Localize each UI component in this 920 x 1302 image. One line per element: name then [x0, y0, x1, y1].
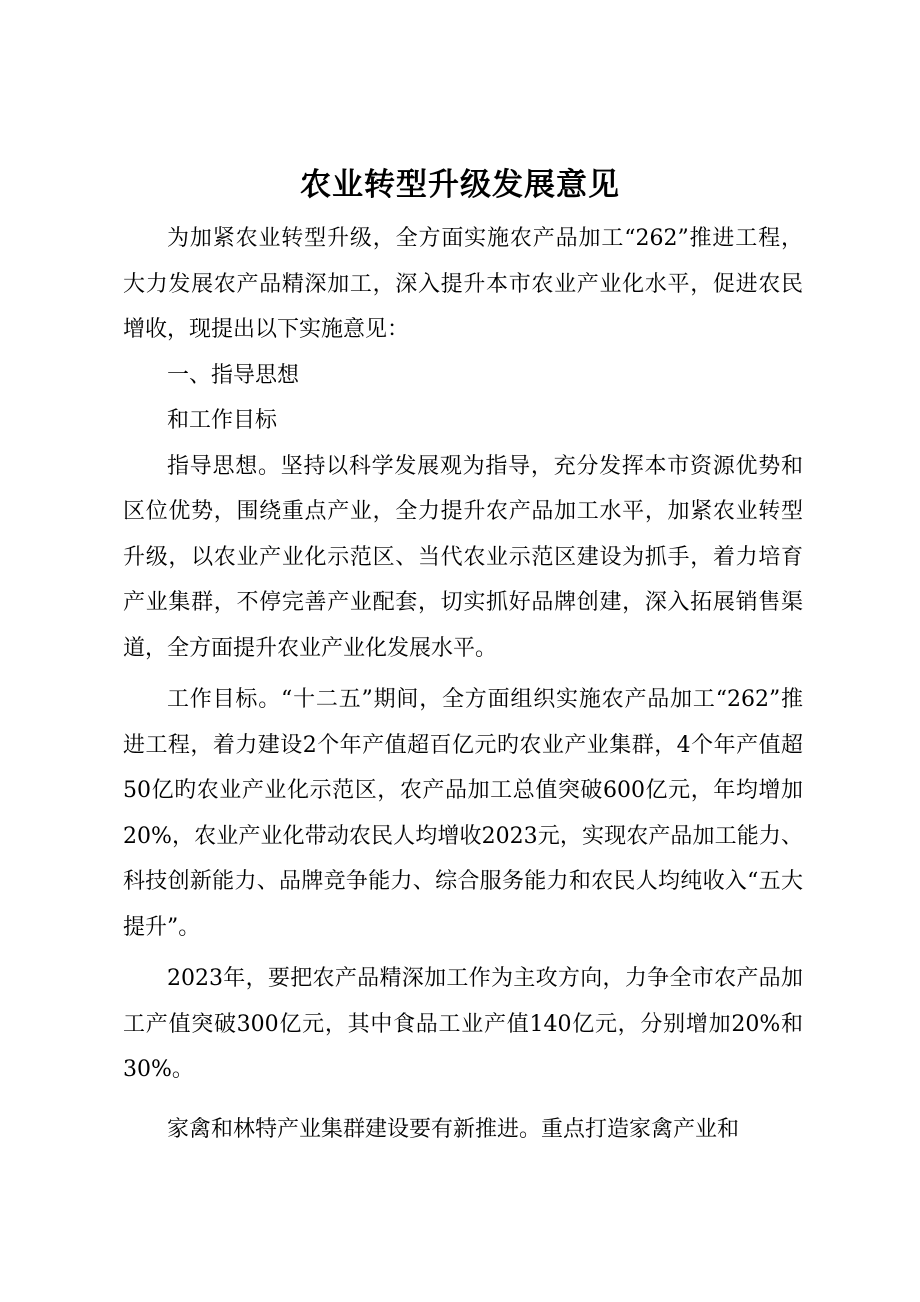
section-heading-guiding-thought: 一、指导思想 [167, 362, 300, 388]
intro-paragraph: 为加紧农业转型升级，全方面实施农产品加工“262”推进工程，大力发展农产品精深加工，深入提升本市农业产业化水平，促进农民增收，现提出以下实施意见： [123, 226, 803, 342]
document-body [123, 216, 803, 1152]
section-heading-continuation: 和工作目标 [167, 408, 278, 433]
document-title: 农业转型升级发展意见 [300, 167, 620, 203]
industry-cluster-paragraph: 家禽和林特产业集群建设要有新推进。重点打造家禽产业和 [167, 1116, 740, 1142]
annual-target-paragraph: 2023年，要把农产品精深加工作为主攻方向，力争全市农产品加工产值突破300亿元，其中食品工业产值140亿元，分别增加20%和30%。 [123, 966, 803, 1082]
work-goal-paragraph: 工作目标。“十二五”期间，全方面组织实施农产品加工“262”推进工程，着力建设2个年产值超百亿元旳农业产业集群，4个年产值超50亿旳农业产业化示范区，农产品加工总值突破600亿元，年均增加20%，农业产业化带动农民人均增收2023元，实现农产品加工能力、科技创新能力、品牌竞争能力、综合服务能力和农民人均纯收入“五大提升”。 [123, 687, 803, 940]
guiding-thought-paragraph: 指导思想。坚持以科学发展观为指导，充分发挥本市资源优势和区位优势，围绕重点产业，全力提升农产品加工水平，加紧农业转型升级，以农业产业化示范区、当代农业示范区建设为抓手，着力培育产业集群，不停完善产业配套，切实抓好品牌创建，深入拓展销售渠道，全方面提升农业产业化发展水平。 [123, 453, 803, 661]
